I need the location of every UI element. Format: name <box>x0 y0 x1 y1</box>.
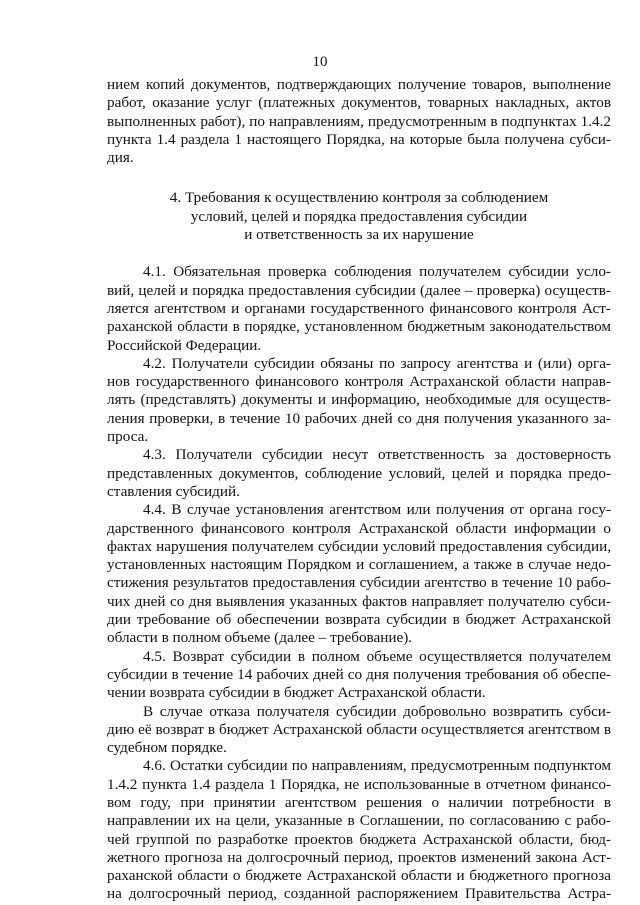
document-body <box>107 76 611 904</box>
paragraph-4-5-refusal: В случае отказа получателя субсидии добровольно возвратить субси-дию её возврат в бюджет Астраханской области осуществляется агентством в судебном порядке. <box>107 702 611 757</box>
paragraph-4-1: 4.1. Обязательная проверка соблюдения получателем субсидии усло-вий, целей и порядка предоставления субсидии (далее – проверка) осуществ-ляется агентством и органами государственного финансового контроля Аст-раханской области в порядке, установленном бюджетным законодательством Российской Федерации. <box>107 263 611 354</box>
continuation-paragraph: нием копий документов, подтверждающих получение товаров, выполнение работ, оказание услуг (платежных документов, товарных накладных, актов выполненных работ), по направлениям, предусмотренным в подпунктах 1.4.2 пункта 1.4 раздела 1 настоящего Порядка, на которые была получена субси-дия. <box>107 76 611 167</box>
paragraph-4-3: 4.3. Получатели субсидии несут ответственность за достоверность представленных документов, соблюдение условий, целей и порядка предо-ставления субсидий. <box>107 446 611 500</box>
section-heading <box>107 189 611 244</box>
paragraph-4-5: 4.5. Возврат субсидии в полном объеме осуществляется получателем субсидии в течение 14 рабочих дней со дня получения требования об обеспе-чении возврата субсидии в бюджет Астраханской области. <box>107 647 611 702</box>
paragraph-4-2: 4.2. Получатели субсидии обязаны по запросу агентства и (или) орга-нов государственного финансового контроля Астраханской области направ-лять (представлять) документы и информацию, необходимые для осуществ-ления проверки, в течение 10 рабочих дней со дня получения указанного за-проса. <box>107 354 611 446</box>
section-heading-line: и ответственность за их нарушение <box>244 226 474 244</box>
paragraph-4-6: 4.6. Остатки субсидии по направлениям, предусмотренным подпунктом 1.4.2 пункта 1.4 раздела 1 Порядка, не использованные в отчетном финансо-вом году, при принятии агентством решения о наличии потребности в направлении их на цели, указанные в Соглашении, по согласованию с рабо-чей группой по разработке проектов бюджета Астраханской области, бюд-жетного прогноза на долгосрочный период, проектов изменений закона Аст-раханской области о бюджете Астраханской области и бюджетного прогноза на долгосрочный период, созданной распоряжением Правительства Астра- <box>107 757 611 903</box>
page-number: 10 <box>312 54 328 70</box>
paragraph-4-4: 4.4. В случае установления агентством или получения от органа госу-дарственного финансового контроля Астраханской области информации о фактах нарушения получателем субсидии условий предоставления субсидии, установленных настоящим Порядком и соглашением, а также в случае недо-стижения результатов предоставления субсидии агентство в течение 10 рабо-чих дней со дня выявления указанных фактов направляет получателю субси-дии требование об обеспечении возврата субсидии в бюджет Астраханской области в полном объеме (далее – требование). <box>107 501 611 647</box>
section-heading-line: 4. Требования к осуществлению контроля за соблюдением <box>169 189 549 207</box>
section-heading-line: условий, целей и порядка предоставления субсидии <box>190 207 528 225</box>
